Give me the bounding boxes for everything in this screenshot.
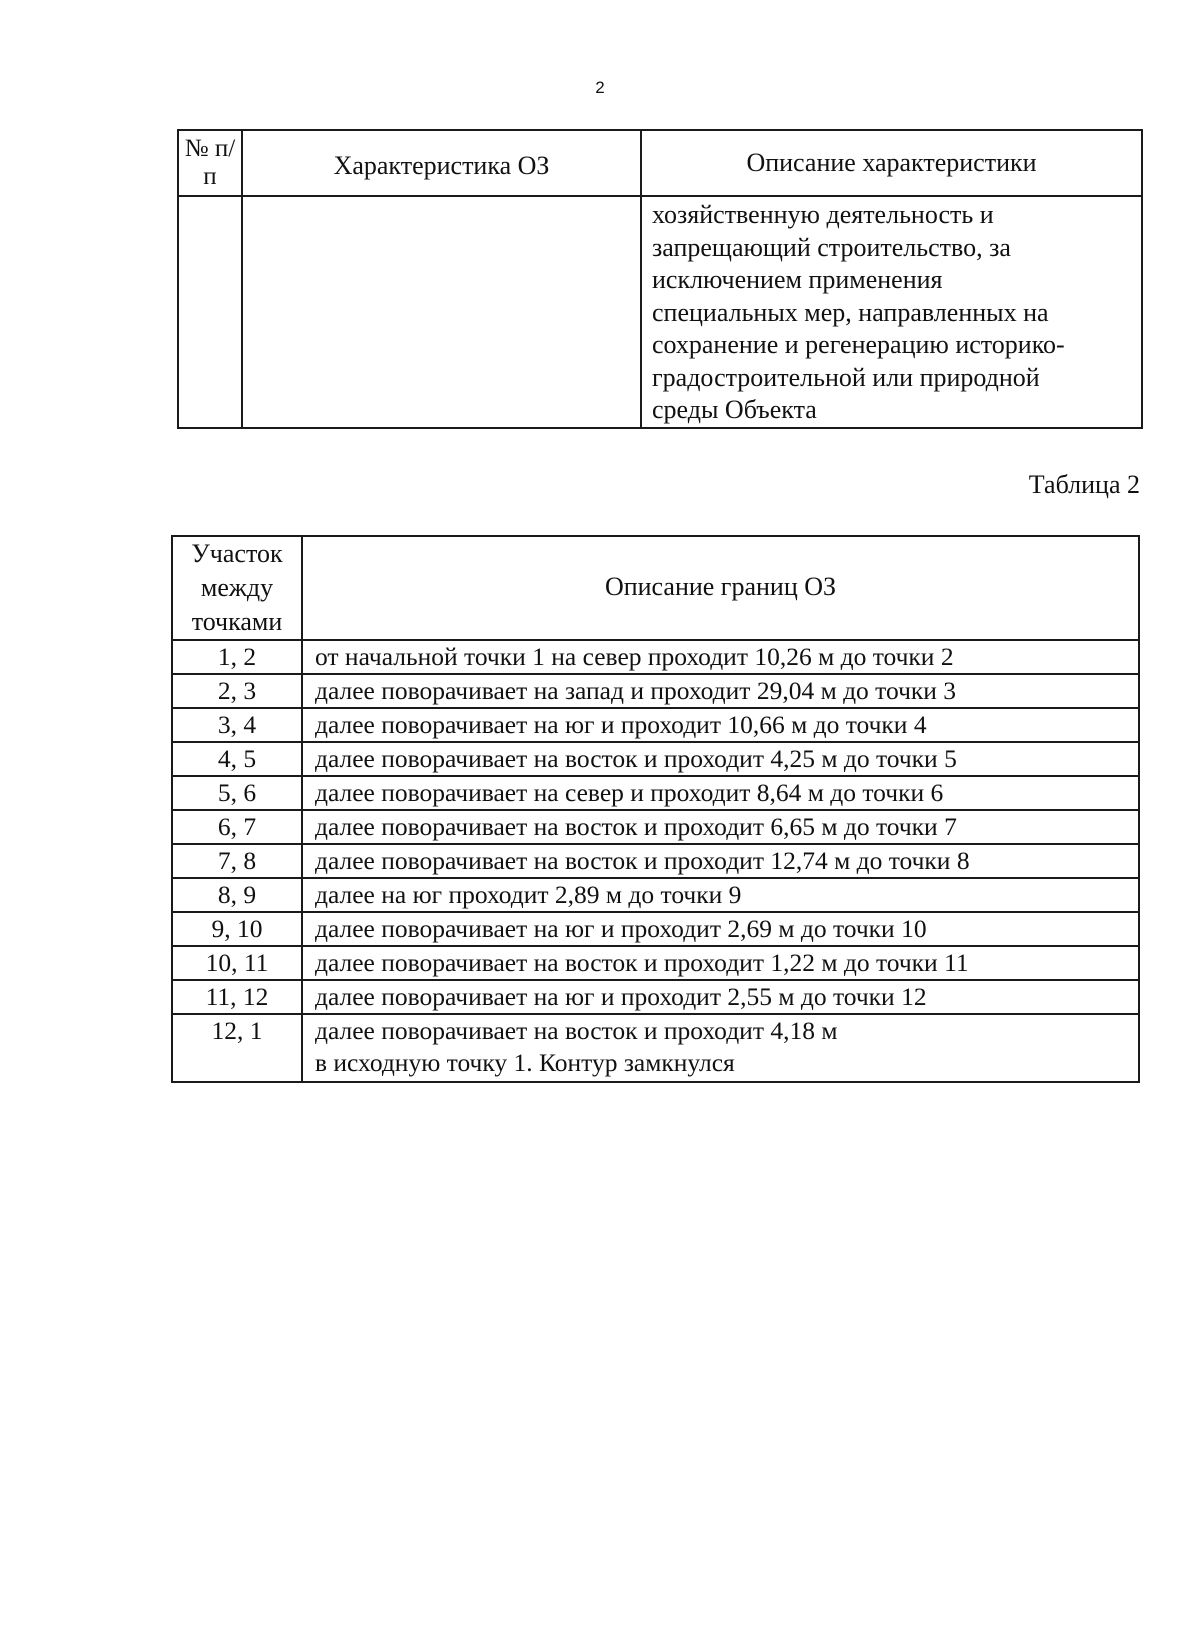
description-line: среды Объекта: [652, 395, 817, 424]
header-boundary-description: Описание границ ОЗ: [302, 536, 1139, 640]
description-line: далее поворачивает на восток и проходит 4,18 м: [315, 1016, 838, 1045]
description-line: запрещающий строительство, за: [652, 232, 1011, 262]
boundary-description-cell: далее поворачивает на восток и проходит 1,22 м до точки 11: [302, 946, 1139, 980]
table-row: [172, 878, 1139, 912]
description-line: исключением применения: [652, 265, 943, 294]
boundary-description-cell: далее поворачивает на юг и проходит 2,69 м до точки 10: [302, 912, 1139, 946]
boundaries-table: [171, 535, 1140, 1083]
header-characteristic: Характеристика ОЗ: [242, 130, 641, 196]
segment-cell: 2, 3: [172, 674, 302, 708]
segment-cell: 6, 7: [172, 810, 302, 844]
table-row: [172, 912, 1139, 946]
segment-cell: 5, 6: [172, 776, 302, 810]
header-number: № п/п: [178, 130, 242, 196]
table-row: [172, 742, 1139, 776]
table-row: [172, 980, 1139, 1014]
table-row: [172, 946, 1139, 980]
segment-cell: 8, 9: [172, 878, 302, 912]
boundary-description-cell: далее поворачивает на запад и проходит 29,04 м до точки 3: [302, 674, 1139, 708]
boundary-description-cell: далее поворачивает на восток и проходит 6,65 м до точки 7: [302, 810, 1139, 844]
description-line: специальных мер, направленных на: [652, 297, 1049, 327]
boundary-description-cell: далее поворачивает на юг и проходит 2,55 м до точки 12: [302, 980, 1139, 1014]
boundary-description-cell: [302, 1014, 1139, 1082]
boundary-description-cell: далее поворачивает на восток и проходит 4,25 м до точки 5: [302, 742, 1139, 776]
table-caption: Таблица 2: [1028, 470, 1140, 499]
boundary-description-cell: далее на юг проходит 2,89 м до точки 9: [302, 878, 1139, 912]
segment-cell: 11, 12: [172, 980, 302, 1014]
boundaries-table-body: [172, 640, 1139, 1014]
description-line: в исходную точку 1. Контур замкнулся: [315, 1048, 735, 1077]
row-description-cell: [641, 196, 1142, 428]
table-row: [172, 776, 1139, 810]
header-segment-text: Участок между точками: [191, 539, 283, 636]
characteristics-table-continuation: [177, 129, 1143, 429]
segment-cell: 4, 5: [172, 742, 302, 776]
row-number-cell: [178, 196, 242, 428]
segment-cell: 9, 10: [172, 912, 302, 946]
boundary-description-cell: далее поворачивает на юг и проходит 10,66 м до точки 4: [302, 708, 1139, 742]
description-line: хозяйственную деятельность и: [652, 200, 994, 229]
row-characteristic-cell: [242, 196, 641, 428]
segment-cell: 7, 8: [172, 844, 302, 878]
table-header-row: [172, 536, 1139, 640]
segment-cell: 3, 4: [172, 708, 302, 742]
header-description: Описание характеристики: [641, 130, 1142, 196]
table-header-row: [178, 130, 1142, 196]
header-segment: [172, 536, 302, 640]
segment-cell: 10, 11: [172, 946, 302, 980]
boundary-description-cell: далее поворачивает на восток и проходит 12,74 м до точки 8: [302, 844, 1139, 878]
description-line: сохранение и регенерацию историко-: [652, 330, 1065, 359]
table-row: [178, 196, 1142, 428]
table-row: [172, 810, 1139, 844]
boundary-description-cell: далее поворачивает на север и проходит 8,64 м до точки 6: [302, 776, 1139, 810]
segment-cell: 12, 1: [172, 1014, 302, 1082]
table-row: [172, 708, 1139, 742]
table-row: [172, 640, 1139, 674]
table-row: [172, 674, 1139, 708]
description-line: градостроительной или природной: [652, 362, 1040, 392]
table-row: [172, 1014, 1139, 1082]
page-number: 2: [595, 78, 605, 97]
boundary-description-cell: от начальной точки 1 на север проходит 10,26 м до точки 2: [302, 640, 1139, 674]
segment-cell: 1, 2: [172, 640, 302, 674]
table-row: [172, 844, 1139, 878]
